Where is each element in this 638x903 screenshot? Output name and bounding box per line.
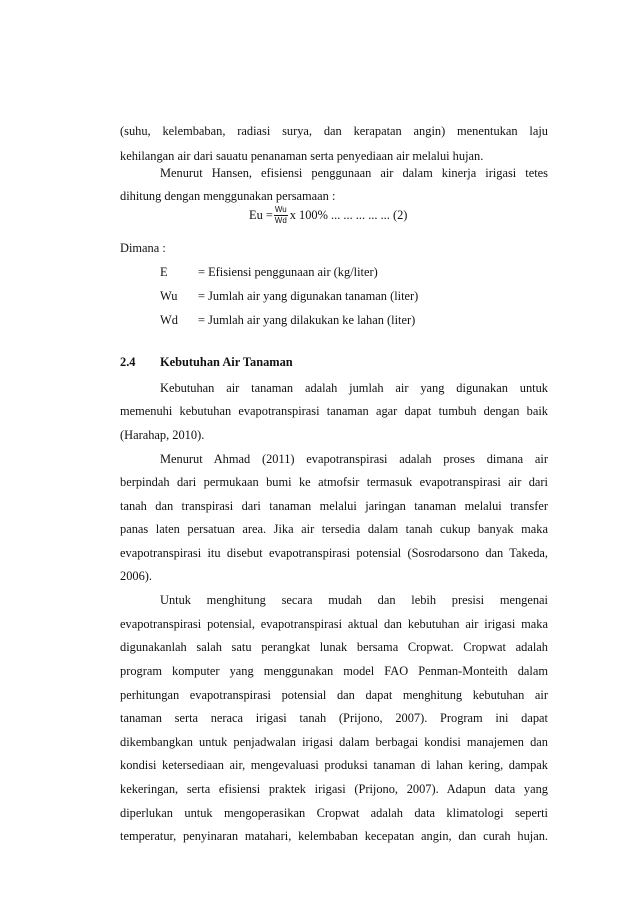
text-line: tanah dan transpirasi dari tanaman melalui jaringan tanaman melalui transfer	[120, 499, 548, 513]
text-line: (Harahap, 2010).	[120, 428, 205, 442]
definition-symbol: Wu	[160, 289, 178, 303]
text-line: Menurut Hansen, efisiensi penggunaan air dalam kinerja irigasi tetes	[160, 166, 548, 180]
text-line: digunakanlah salah satu perangkat lunak bersama Cropwat. Cropwat adalah	[120, 640, 548, 654]
text-line: temperatur, penyinaran matahari, kelembaban kecepatan angin, dan curah hujan.	[120, 829, 548, 843]
text-line: (suhu, kelembaban, radiasi surya, dan kerapatan angin) menentukan laju	[120, 124, 548, 138]
text-line: dikembangkan untuk penjadwalan irigasi dalam berbagai kondisi manajemen dan	[120, 735, 548, 749]
equation-denominator: Wd	[274, 216, 287, 225]
text-line: tanaman serta neraca irigasi tanah (Prijono, 2007). Program ini dapat	[120, 711, 548, 725]
text-line: evapotranspirasi potensial, evapotranspirasi aktual dan kebutuhan air irigasi maka	[120, 617, 548, 631]
definition-desc: = Jumlah air yang digunakan tanaman (liter)	[198, 289, 419, 303]
text-line: program komputer yang menggunakan model FAO Penman-Monteith dalam	[120, 664, 548, 678]
equation-rhs: x 100% ... ... ... ... ... (2)	[289, 208, 408, 222]
text-line: Kebutuhan air tanaman adalah jumlah air yang digunakan untuk	[160, 381, 548, 395]
text-line: Untuk menghitung secara mudah dan lebih presisi mengenai	[160, 593, 548, 607]
text-line: perhitungan evapotranspirasi potensial dan dapat menghitung kebutuhan air	[120, 688, 548, 702]
section-number: 2.4	[120, 355, 136, 369]
text-line: kehilangan air dari sauatu penanaman serta penyediaan air melalui hujan.	[120, 149, 484, 163]
text-line: berpindah dari permukaan bumi ke atmofsir termasuk evapotranspirasi air dari	[120, 475, 548, 489]
definition-symbol: Wd	[160, 313, 178, 327]
equation-lhs: Eu =	[249, 208, 273, 222]
text-line: dihitung dengan menggunakan persamaan :	[120, 189, 336, 203]
text-line: memenuhi kebutuhan evapotranspirasi tanaman agar dapat tumbuh dengan baik	[120, 404, 548, 418]
definition-symbol: E	[160, 265, 168, 279]
text-line: 2006).	[120, 569, 153, 583]
text-line: Dimana :	[120, 241, 166, 255]
text-line: evapotranspirasi itu disebut evapotranspirasi potensial (Sosrodarsono dan Takeda,	[120, 546, 548, 560]
text-line: panas laten persatuan area. Jika air tersedia dalam tanah cukup banyak maka	[120, 522, 548, 536]
equation-numerator: Wu	[274, 205, 287, 214]
text-line: Menurut Ahmad (2011) evapotranspirasi adalah proses dimana air	[160, 452, 548, 466]
text-line: kekeringan, serta efisiensi praktek irigasi (Prijono, 2007). Adapun data yang	[120, 782, 548, 796]
text-line: diperlukan untuk mengoperasikan Cropwat adalah data klimatologi seperti	[120, 806, 548, 820]
definition-desc: = Jumlah air yang dilakukan ke lahan (liter)	[198, 313, 416, 327]
equation-fraction	[274, 206, 288, 225]
section-title: Kebutuhan Air Tanaman	[160, 355, 293, 369]
equation	[249, 206, 407, 225]
definition-desc: = Efisiensi penggunaan air (kg/liter)	[198, 265, 378, 279]
text-line: kondisi ketersediaan air, mengevaluasi produksi tanaman di lahan kering, dampak	[120, 758, 548, 772]
